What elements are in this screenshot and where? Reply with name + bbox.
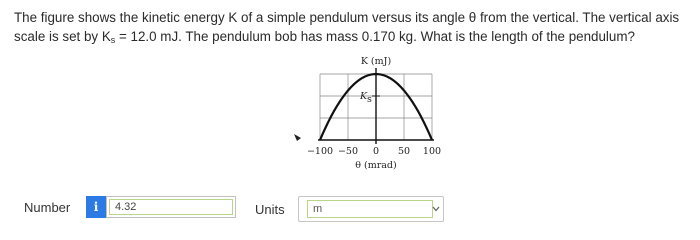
number-input[interactable] [106,196,236,218]
pointer-cursor-icon [294,134,301,141]
units-value[interactable]: m [307,200,433,218]
x-axis-label: θ (mrad) [355,160,397,171]
question-text [14,8,694,50]
x-tick-label: −50 [337,146,359,157]
question-part-1: The figure shows the kinetic energy K of a simple pendulum versus its angle θ from the vertical. The vertical axis scale is set by K [14,10,680,44]
question-subscript: s [110,35,116,45]
ks-text: K [360,91,368,102]
question-part-2: = 12.0 mJ. The pendulum bob has mass 0.170 kg. What is the length of the pendulum? [115,29,635,44]
number-value[interactable]: 4.32 [109,199,233,215]
info-icon[interactable]: i [86,196,106,218]
x-tick-label: 50 [397,146,411,157]
answer-row [0,194,700,224]
kinetic-energy-chart [290,54,460,184]
x-tick-label: −100 [306,146,334,157]
chevron-down-icon[interactable] [432,206,440,212]
kinetic-energy-figure [290,54,460,184]
x-tick-label: 100 [422,146,442,157]
ks-label [359,91,380,105]
number-label: Number [24,200,71,215]
ks-subscript: s [367,94,372,105]
y-axis-label: K (mJ) [360,56,392,67]
units-label: Units [255,202,285,217]
x-tick-label: 0 [372,146,380,157]
units-select[interactable] [298,196,444,222]
